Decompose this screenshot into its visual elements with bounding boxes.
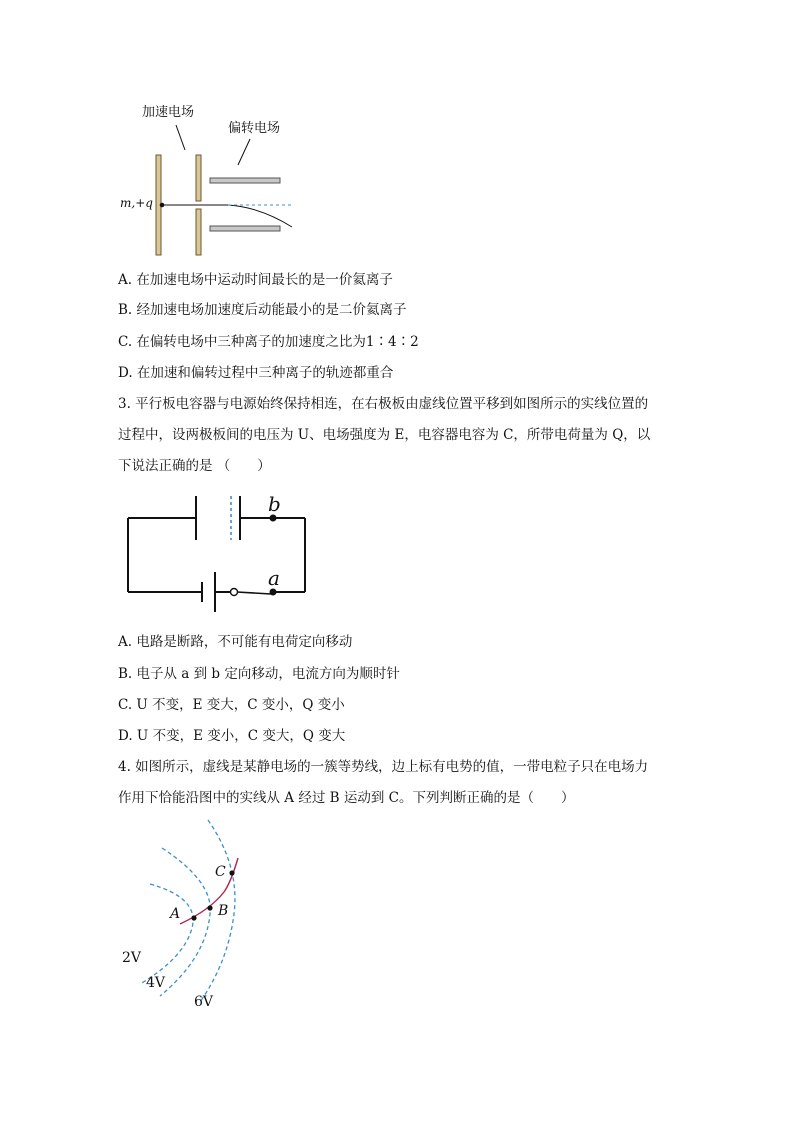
q3-option-c: C. U 不变，E 变大，C 变小，Q 变小	[118, 697, 345, 713]
q4-stem-line1: 4. 如图所示，虚线是某静电场的一簇等势线，边上标有电势的值，一带电粒子只在电场力	[118, 759, 649, 775]
point-c-dot	[229, 870, 234, 875]
q3-option-b: B. 电子从 a 到 b 定向移动，电流方向为顺时针	[118, 666, 400, 682]
switch-pivot	[231, 589, 238, 596]
label-2v: 2V	[122, 950, 142, 966]
q2-option-a: A. 在加速电场中运动时间最长的是一价氦离子	[118, 272, 393, 288]
label-b: b	[268, 492, 281, 516]
label-point-c: C	[215, 864, 226, 880]
q3-stem-line1: 3. 平行板电容器与电源始终保持相连，在右极板由虚线位置平移到如图所示的实线位置的	[118, 396, 649, 412]
deflect-plate-top	[210, 178, 280, 183]
deflect-plate-bottom	[210, 226, 280, 231]
particle-path	[180, 858, 238, 924]
figure-equipotential	[110, 818, 270, 1018]
q3-option-a: A. 电路是断路，不可能有电荷定向移动	[118, 634, 353, 650]
q4-stem-line2: 作用下恰能沿图中的实线从 A 经过 B 运动到 C。下列判断正确的是（ ）	[118, 790, 575, 806]
particle-trajectory	[162, 205, 292, 227]
label-a: a	[268, 566, 280, 590]
deflect-leader	[238, 139, 250, 165]
q3-stem-line3: 下说法正确的是 （ ）	[118, 458, 271, 474]
point-a-dot	[191, 915, 196, 920]
label-particle: m,+q	[120, 196, 153, 210]
accel-plate-right-bottom	[196, 209, 201, 255]
switch-blade	[237, 592, 271, 594]
label-point-b: B	[218, 903, 229, 919]
equipotential-2v	[140, 884, 193, 984]
point-b-dot	[207, 905, 212, 910]
figure-capacitor-circuit	[120, 488, 320, 618]
label-deflect-field: 偏转电场	[228, 121, 281, 136]
q2-option-c: C. 在偏转电场中三种离子的加速度之比为1∶4∶2	[118, 334, 419, 350]
q3-option-d: D. U 不变，E 变小，C 变大，Q 变大	[118, 728, 346, 744]
accel-plate-right-top	[196, 155, 201, 201]
q2-option-b: B. 经加速电场加速度后动能最小的是二价氦离子	[118, 302, 407, 318]
q3-stem-line2: 过程中，设两极板间的电压为 U、电场强度为 E，电容器电容为 C，所带电荷量为 Q，以	[118, 427, 651, 443]
label-6v: 6V	[194, 994, 214, 1010]
accel-leader	[176, 125, 185, 150]
label-accel-field: 加速电场	[142, 105, 195, 120]
label-point-a: A	[170, 906, 181, 922]
label-4v: 4V	[146, 975, 166, 991]
q2-option-d: D. 在加速和偏转过程中三种离子的轨迹都重合	[118, 365, 394, 381]
